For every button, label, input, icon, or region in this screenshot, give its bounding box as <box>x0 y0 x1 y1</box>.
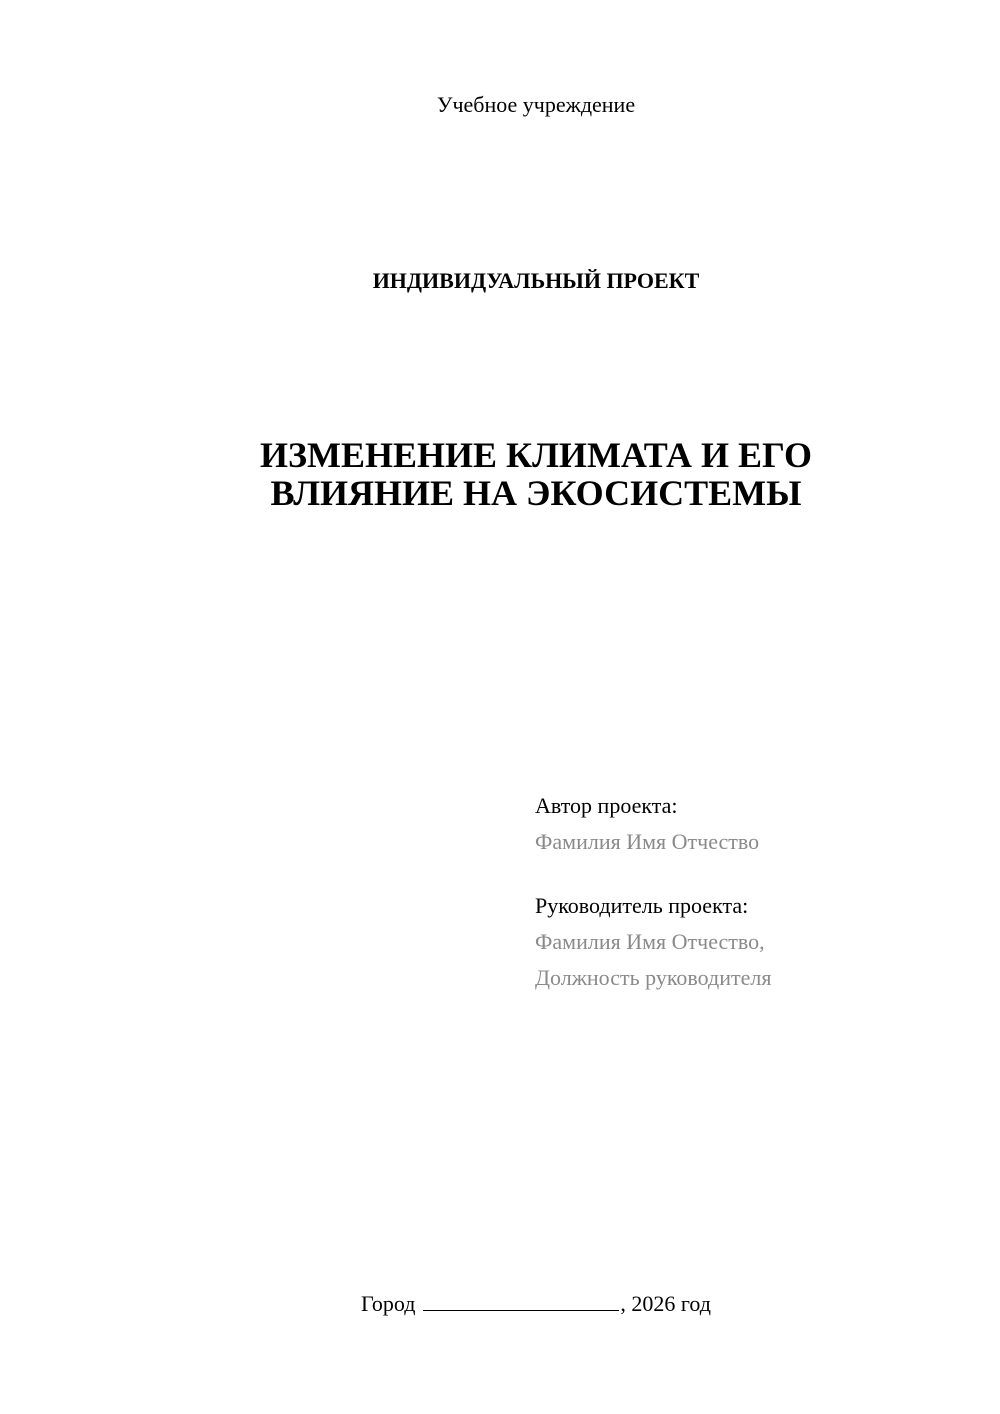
city-blank-line <box>423 1290 619 1311</box>
project-type-heading: ИНДИВИДУАЛЬНЫЙ ПРОЕКТ <box>372 268 700 293</box>
year-text: , 2026 год <box>620 1291 711 1316</box>
author-name: Фамилия Имя Отчество <box>535 829 760 854</box>
credits-spacer <box>535 860 975 888</box>
city-label: Город <box>361 1291 416 1316</box>
project-title-line-2: ВЛИЯНИЕ НА ЭКОСИСТЕМЫ <box>270 473 802 513</box>
supervisor-position: Должность руководителя <box>535 965 772 990</box>
institution-name: Учебное учреждение <box>436 92 636 117</box>
project-title-line-1: ИЗМЕНЕНИЕ КЛИМАТА И ЕГО <box>259 435 812 475</box>
city-year-line <box>0 1290 1000 1318</box>
supervisor-name: Фамилия Имя Отчество, <box>535 929 765 954</box>
supervisor-label: Руководитель проекта: <box>535 893 749 918</box>
credits-block <box>535 788 975 996</box>
project-title <box>0 436 1000 512</box>
author-label: Автор проекта: <box>535 793 678 818</box>
